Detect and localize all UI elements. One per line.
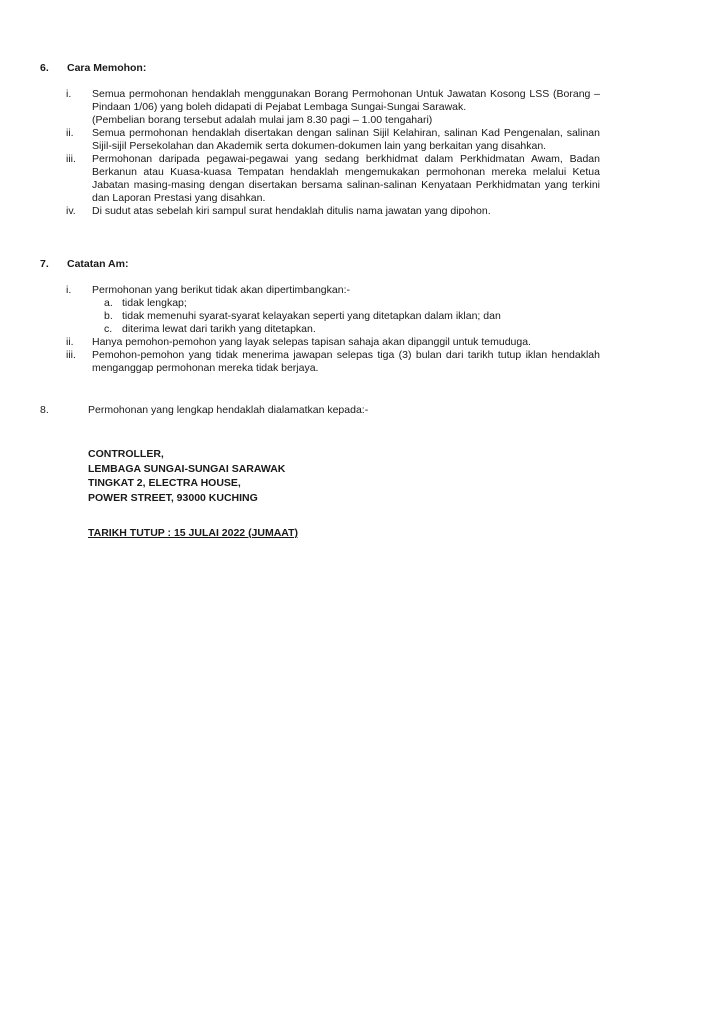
section-6-number: 6. (40, 62, 49, 74)
sub-list-item (92, 297, 600, 310)
item-text: Semua permohonan hendaklah disertakan dengan salinan Sijil Kelahiran, salinan Kad Pengenalan, salinan Sijil-sijil Persekolahan dan Akademik serta dokumen-dokumen lain yang berkaitan yang disahkan. (92, 127, 600, 152)
section-8-number: 8. (40, 404, 49, 416)
address-line: CONTROLLER, (88, 448, 164, 460)
address-line: LEMBAGA SUNGAI-SUNGAI SARAWAK (88, 462, 286, 475)
section-7-title: Catatan Am: (67, 258, 129, 270)
sub-list-item (92, 323, 600, 336)
address-line: TINGKAT 2, ELECTRA HOUSE, (88, 477, 241, 489)
sub-item-text: tidak memenuhi syarat-syarat kelayakan seperti yang ditetapkan dalam iklan; dan (122, 310, 501, 322)
item-numeral: i. (66, 88, 72, 100)
sub-item-letter: a. (104, 297, 113, 309)
section-7 (40, 258, 600, 375)
sub-item-letter: b. (104, 310, 113, 322)
item-numeral: ii. (66, 336, 74, 348)
section-8-text: Permohonan yang lengkap hendaklah dialamatkan kepada:- (88, 404, 369, 416)
item-numeral: i. (66, 284, 72, 296)
section-8-heading (40, 404, 600, 418)
item-text: Di sudut atas sebelah kiri sampul surat hendaklah ditulis nama jawatan yang dipohon. (92, 205, 491, 217)
item-text: Permohonan daripada pegawai-pegawai yang sedang berkhidmat dalam Perkhidmatan Awam, Badan Berkanun atau Kuasa-kuasa Tempatan hendaklah mengemukakan permohonan mereka melalui Ketua Jabatan masing-masing dengan disertakan bersama salinan-salinan Kenyataan Perkhidmatan yang terkini dan Laporan Prestasi yang disahkan. (92, 153, 600, 204)
address-line: POWER STREET, 93000 KUCHING (88, 491, 258, 504)
list-item (40, 284, 600, 336)
section-6-heading (40, 62, 600, 76)
section-7-list (40, 284, 600, 375)
list-item (40, 88, 600, 127)
item-text: Pemohon-pemohon yang tidak menerima jawapan selepas tiga (3) bulan dari tarikh tutup iklan hendaklah menganggap permohonan mereka tidak berjaya. (92, 349, 600, 374)
item-numeral: iv. (66, 205, 76, 217)
section-6-list (40, 88, 600, 218)
section-8 (40, 404, 600, 418)
item-numeral: ii. (66, 127, 74, 139)
sub-list (92, 297, 600, 336)
section-7-heading (40, 258, 600, 272)
section-7-number: 7. (40, 258, 49, 270)
sub-item-text: tidak lengkap; (122, 297, 187, 309)
section-6 (40, 62, 600, 218)
item-text: Permohonan yang berikut tidak akan dipertimbangkan:- (92, 284, 350, 296)
mailing-address (88, 447, 285, 505)
item-note: (Pembelian borang tersebut adalah mulai jam 8.30 pagi – 1.00 tengahari) (92, 114, 433, 126)
sub-list-item (92, 310, 600, 323)
item-numeral: iii. (66, 153, 76, 165)
list-item (40, 349, 600, 375)
sub-item-text: diterima lewat dari tarikh yang ditetapkan. (122, 323, 316, 335)
section-6-title: Cara Memohon: (67, 62, 147, 74)
item-text: Hanya pemohon-pemohon yang layak selepas tapisan sahaja akan dipanggil untuk temuduga. (92, 336, 531, 348)
list-item (40, 127, 600, 153)
list-item (40, 153, 600, 205)
sub-item-letter: c. (104, 323, 113, 335)
list-item (40, 205, 600, 218)
item-text: Semua permohonan hendaklah menggunakan Borang Permohonan Untuk Jawatan Kosong LSS (Borang – Pindaan 1/06) yang boleh didapati di Pejabat Lembaga Sungai-Sungai Sarawak. (92, 88, 600, 113)
item-numeral: iii. (66, 349, 76, 361)
closing-date: TARIKH TUTUP : 15 JULAI 2022 (JUMAAT) (88, 527, 299, 539)
list-item (40, 336, 600, 349)
